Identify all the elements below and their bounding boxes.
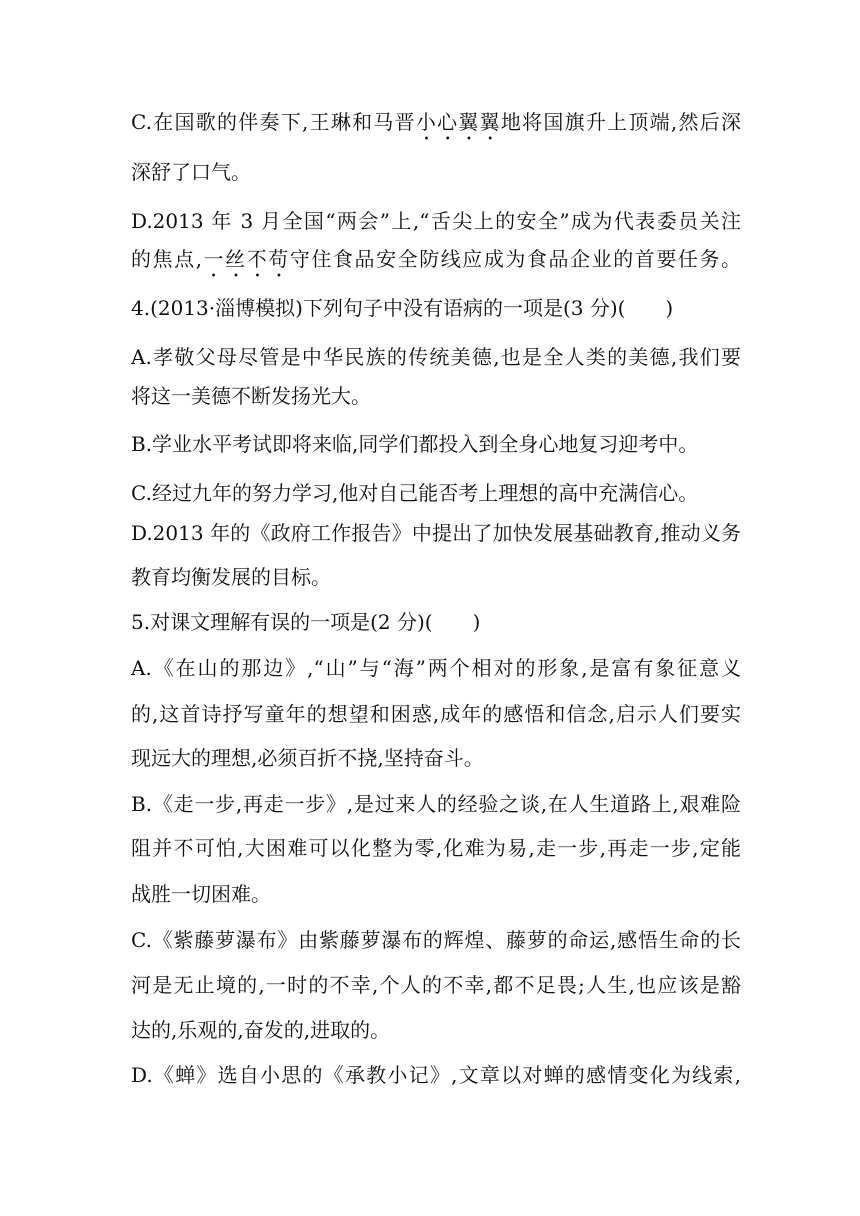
option-3c-line-2: 深舒了口气。 [131, 160, 251, 184]
option-3d-line-1: D.2013 年 3 月全国“两会”上,“舌尖上的安全”成为代表委员关注 [131, 209, 741, 233]
option-5c-line-3: 达的,乐观的,奋发的,进取的。 [131, 1018, 391, 1042]
option-4d-line-1: D.2013 年的《政府工作报告》中提出了加快发展基础教育,推动义务 [131, 521, 741, 545]
option-5a-line-1: A.《在山的那边》,“山”与“海”两个相对的形象,是富有象征意义 [131, 656, 741, 680]
option-5b-line-2: 阻并不可怕,大困难可以化整为零,化难为易,走一步,再走一步,定能 [131, 836, 741, 860]
option-5a-line-3: 现远大的理想,必须百折不挠,坚持奋斗。 [131, 746, 484, 770]
option-5b-line-3: 战胜一切困难。 [131, 882, 271, 906]
question-4-stem: 4.(2013·淄博模拟)下列句子中没有语病的一项是(3 分)( ) [131, 296, 674, 320]
option-3c-line-1: C.在国歌的伴奏下,王琳和马晋小心翼翼地将国旗升上顶端,然后深 [131, 110, 741, 134]
option-5c-line-1: C.《紫藤萝瀑布》由紫藤萝瀑布的辉煌、藤萝的命运,感悟生命的长 [131, 928, 741, 952]
option-5d-line-1: D.《蝉》选自小思的《承教小记》,文章以对蝉的感情变化为线索, [131, 1063, 741, 1087]
option-3d-line-2: 的焦点,一丝不苟守住食品安全防线应成为食品企业的首要任务。 [131, 247, 741, 271]
option-4a-line-2: 将这一美德不断发扬光大。 [131, 384, 371, 408]
option-4b: B.学业水平考试即将来临,同学们都投入到全身心地复习迎考中。 [131, 432, 699, 456]
option-4c: C.经过九年的努力学习,他对自己能否考上理想的高中充满信心。 [131, 481, 699, 505]
option-5a-line-2: 的,这首诗抒写童年的想望和困惑,成年的感悟和信念,启示人们要实 [131, 702, 741, 726]
emphasized-phrase: 一丝不苟 [202, 247, 290, 271]
option-4a-line-1: A.孝敬父母尽管是中华民族的传统美德,也是全人类的美德,我们要 [131, 345, 741, 369]
option-5b-line-1: B.《走一步,再走一步》,是过来人的经验之谈,在人生道路上,艰难险 [131, 792, 741, 816]
option-5c-line-2: 河是无止境的,一时的不幸,个人的不幸,都不足畏;人生,也应该是豁 [131, 973, 741, 997]
emphasized-phrase: 小心翼翼 [415, 110, 501, 134]
question-5-stem: 5.对课文理解有误的一项是(2 分)( ) [131, 610, 481, 634]
option-4d-line-2: 教育均衡发展的目标。 [131, 565, 331, 589]
